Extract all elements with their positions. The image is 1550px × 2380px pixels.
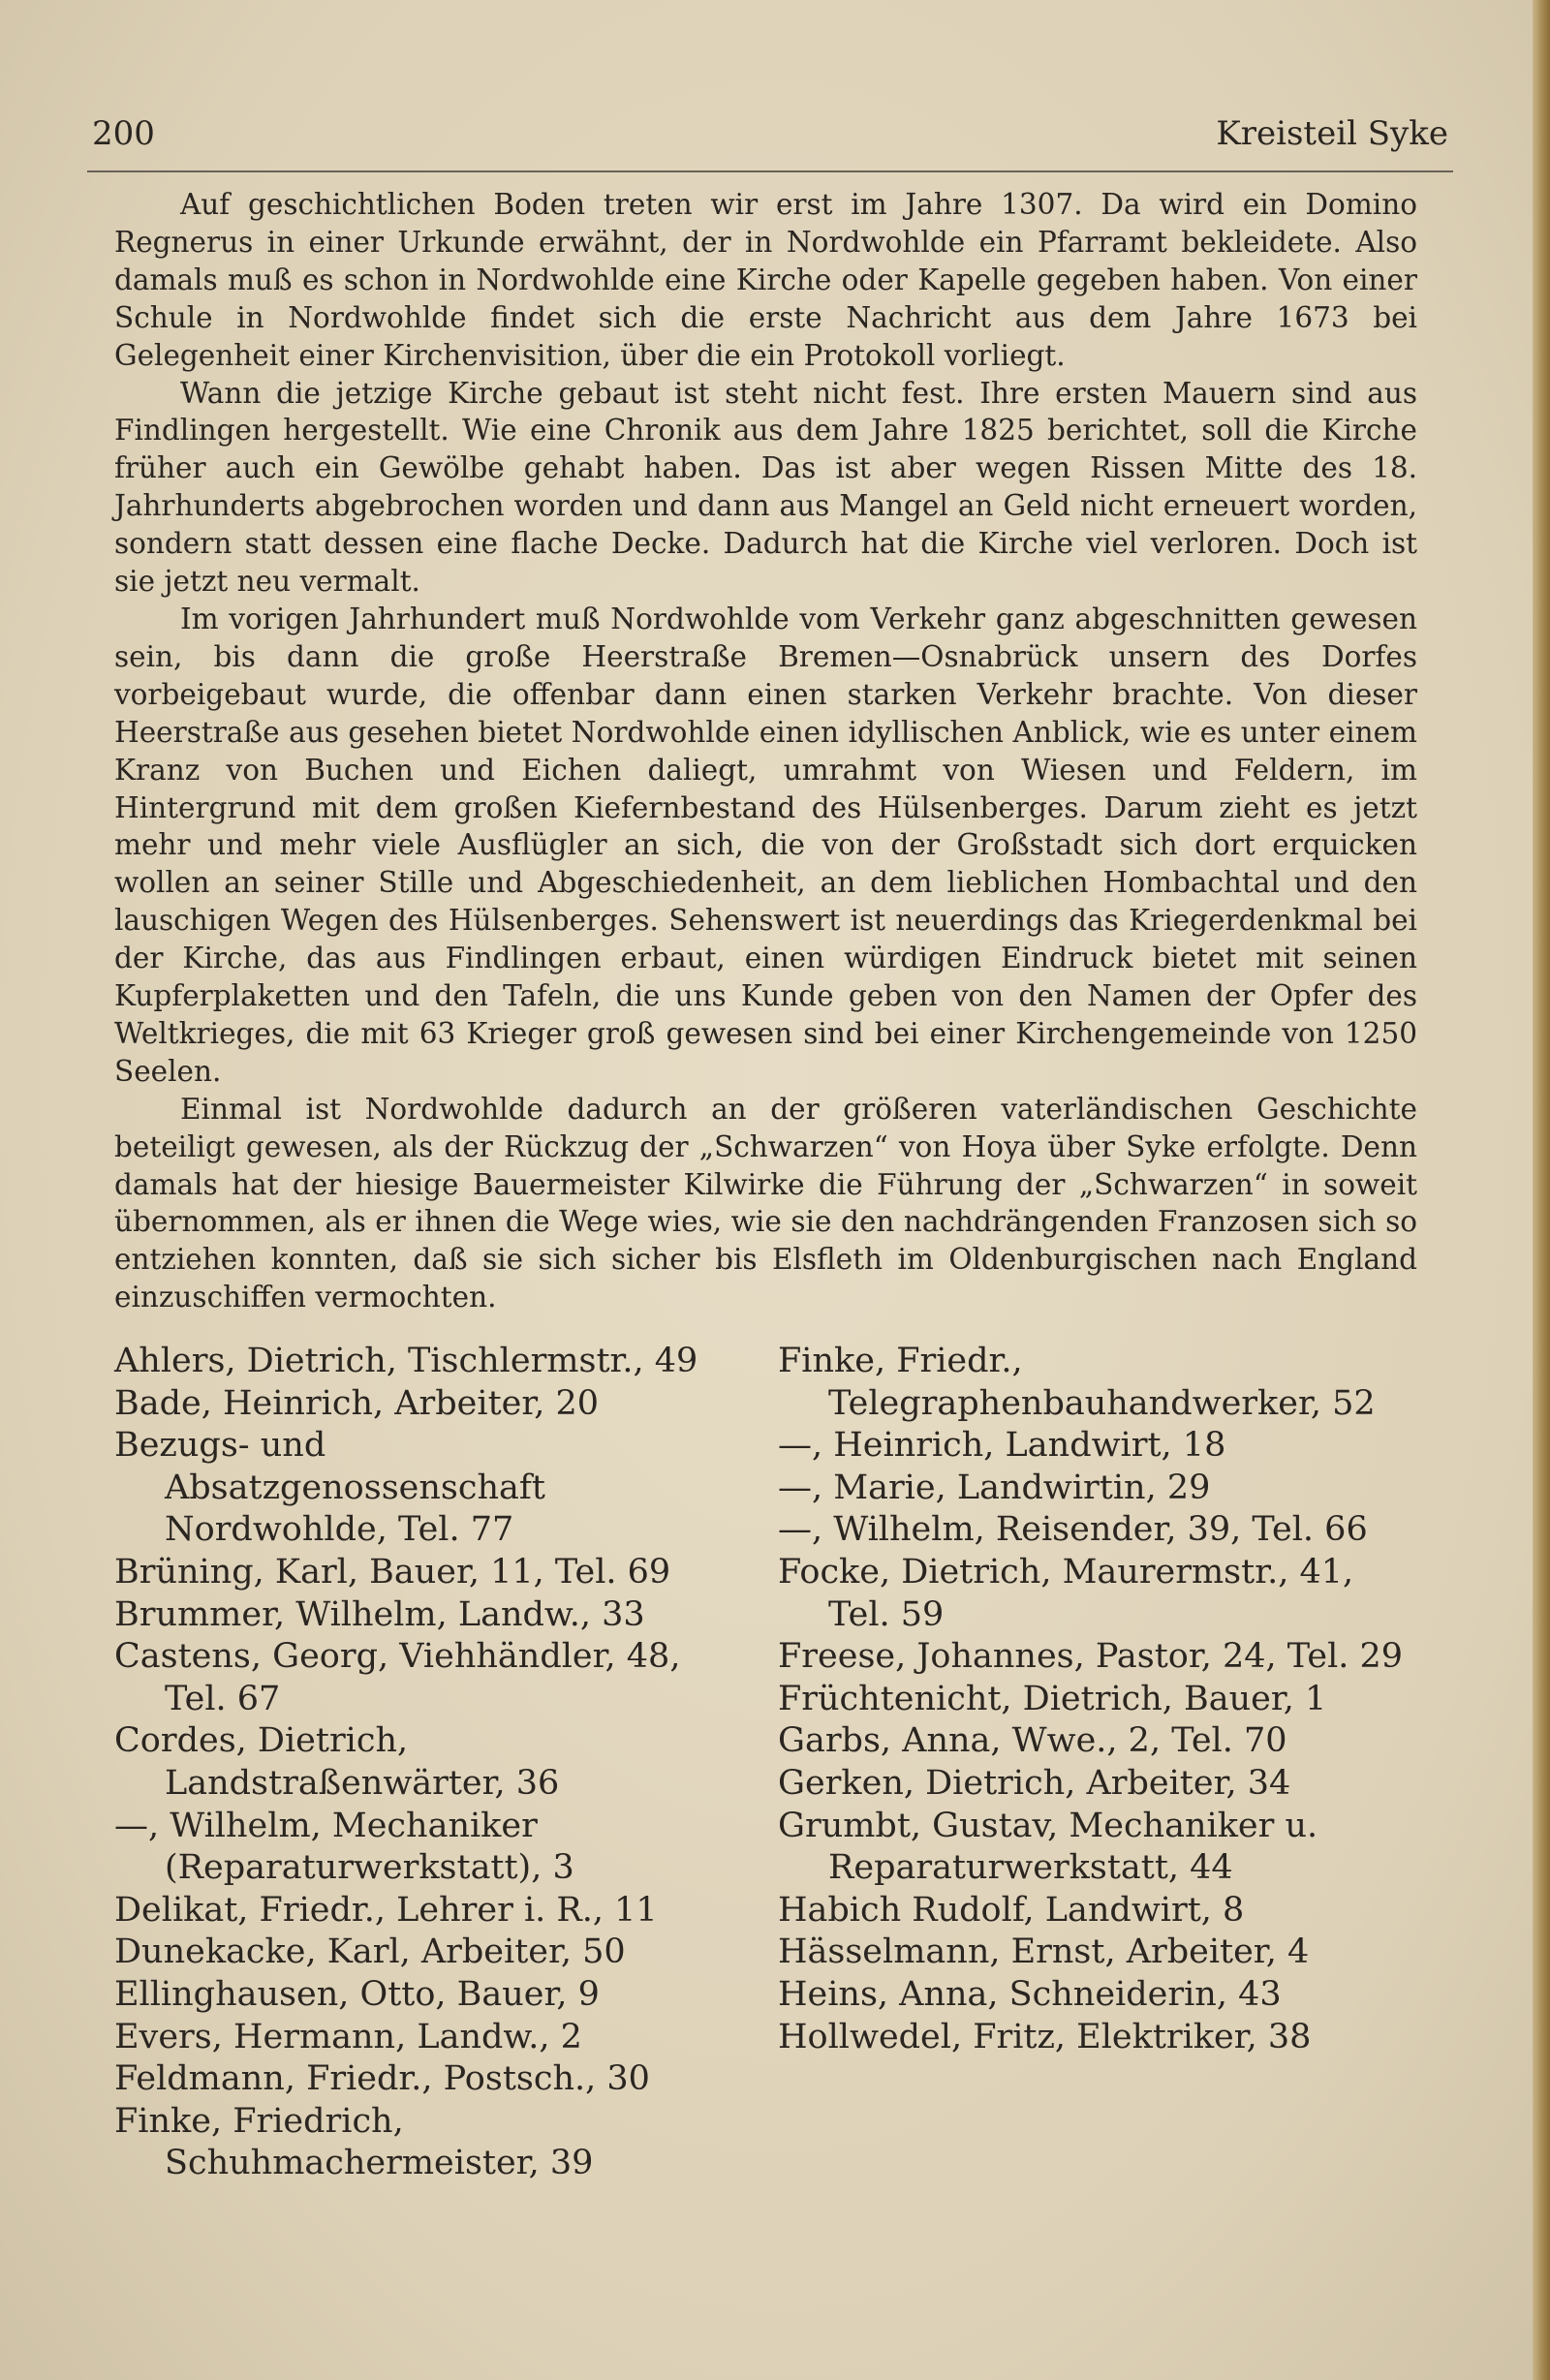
directory-entry: Grumbt, Gustav, Mechaniker u. Reparaturwerkstatt, 44: [778, 1806, 1318, 1888]
directory-entry: Brüning, Karl, Bauer, 11, Tel. 69: [114, 1552, 671, 1592]
paragraph: Im vorigen Jahrhundert muß Nordwohlde vom Verkehr ganz abgeschnitten gewesen sein, bis dann die große Heerstraße Bremen—Osnabrück unsern des Dorfes vorbeigebaut wurde, die offenbar dann einen starken Verkehr brachte. Von dieser Heerstraße aus gesehen bietet Nordwohlde einen idyllischen Anblick, wie es unter einem Kranz von Buchen und Eichen daliegt, umrahmt von Wiesen und Feldern, im Hintergrund mit dem großen Kiefernbestand des Hülsenberges. Darum zieht es jetzt mehr und mehr viele Ausflügler an sich, die von der Großstadt sich dort erquicken wollen an seiner Stille und Abgeschiedenheit, an dem lieblichen Hombachtal und den lauschigen Wegen des Hülsenberges. Sehenswert ist neuerdings das Kriegerdenkmal bei der Kirche, das aus Findlingen erbaut, einen würdigen Eindruck bietet mit seinen Kupferplaketten und den Tafeln, die uns Kunde geben von den Namen der Opfer des Weltkrieges, die mit 63 Krieger groß gewesen sind bei einer Kirchengemeinde von 1250 Seelen.: [114, 602, 1417, 1088]
directory-entry: Feldmann, Friedr., Postsch., 30: [114, 2059, 650, 2099]
header-rule: [87, 170, 1453, 172]
directory-entry: Gerken, Dietrich, Arbeiter, 34: [778, 1763, 1291, 1803]
body-text: [114, 186, 1417, 1316]
directory-entry: Bade, Heinrich, Arbeiter, 20: [114, 1383, 600, 1423]
directory-entry: Heins, Anna, Schneiderin, 43: [778, 1974, 1282, 2014]
running-head: Kreisteil Syke: [1216, 114, 1448, 153]
directory-entry: Früchtenicht, Dietrich, Bauer, 1: [778, 1679, 1327, 1718]
directory-entry: Brummer, Wilhelm, Landw., 33: [114, 1594, 645, 1634]
directory-entry: —, Heinrich, Landwirt, 18: [778, 1426, 1226, 1466]
paragraph: Auf geschichtlichen Boden treten wir erst im Jahre 1307. Da wird ein Domino Regnerus in einer Urkunde erwähnt, der in Nordwohlde ein Pfarramt bekleidete. Also damals muß es schon in Nordwohlde eine Kirche oder Kapelle gegeben haben. Von einer Schule in Nordwohlde findet sich die erste Nachricht aus dem Jahre 1673 bei Gelegenheit einer Kirchenvisition, über die ein Protokoll vorliegt.: [114, 188, 1417, 372]
page-number: 200: [92, 114, 155, 153]
directory-entry: Ahlers, Dietrich, Tischlermstr., 49: [114, 1342, 698, 1380]
directory-entry: Ellinghausen, Otto, Bauer, 9: [114, 1974, 600, 2014]
directory-entry: Hässelmann, Ernst, Arbeiter, 4: [778, 1932, 1310, 1972]
paragraph: Wann die jetzige Kirche gebaut ist steht nicht fest. Ihre ersten Mauern sind aus Findlingen hergestellt. Wie eine Chronik aus dem Jahre 1825 berichtet, soll die Kirche früher auch ein Gewölbe gehabt haben. Das ist aber wegen Rissen Mitte des 18. Jahrhunderts abgebrochen worden und dann aus Mangel an Geld nicht erneuert worden, sondern statt dessen eine flache Decke. Dadurch hat die Kirche viel verloren. Doch ist sie jetzt neu vermalt.: [114, 376, 1417, 599]
directory-entry: Hollwedel, Fritz, Elektriker, 38: [778, 2017, 1312, 2056]
directory-entry: Garbs, Anna, Wwe., 2, Tel. 70: [778, 1721, 1287, 1761]
directory-entry: —, Marie, Landwirtin, 29: [778, 1468, 1211, 1507]
directory-entry: Freese, Johannes, Pastor, 24, Tel. 29: [778, 1637, 1404, 1677]
directory-entry: —, Wilhelm, Mechaniker (Reparaturwerkstatt), 3: [114, 1806, 574, 1888]
directory-entry: Focke, Dietrich, Maurermstr., 41, Tel. 59: [778, 1552, 1354, 1634]
directory-column-left: [114, 1341, 715, 2185]
paragraph: Einmal ist Nordwohlde dadurch an der größeren vaterländischen Geschichte beteiligt gewesen, als der Rückzug der „Schwarzen“ von Hoya über Syke erfolgte. Denn damals hat der hiesige Bauermeister Kilwirke die Führung der „Schwarzen“ in soweit übernommen, als er ihnen die Wege wies, wie sie den nachdrängenden Franzosen sich so entziehen konnten, daß sie sich sicher bis Elsfleth im Oldenburgischen nach England einzuschiffen vermochten.: [114, 1092, 1417, 1314]
directory-entry: Dunekacke, Karl, Arbeiter, 50: [114, 1932, 626, 1972]
directory-entry: Finke, Friedrich, Schuhmachermeister, 39: [114, 2101, 594, 2183]
directory-entry: Evers, Hermann, Landw., 2: [114, 2017, 582, 2056]
page-spine-edge: [1533, 0, 1550, 2380]
page-header: [92, 114, 1448, 163]
directory-column-right: [778, 1341, 1422, 2058]
directory-entry: —, Wilhelm, Reisender, 39, Tel. 66: [778, 1510, 1368, 1550]
directory-entry: Castens, Georg, Viehhändler, 48, Tel. 67: [114, 1637, 681, 1718]
directory-entry: Delikat, Friedr., Lehrer i. R., 11: [114, 1890, 658, 1930]
directory-entry: Finke, Friedr., Telegraphenbauhandwerker, 52: [778, 1342, 1376, 1423]
directory-entry: Cordes, Dietrich, Landstraßenwärter, 36: [114, 1721, 560, 1803]
directory-entry: Bezugs- und Absatzgenossenschaft Nordwohlde, Tel. 77: [114, 1426, 545, 1550]
directory-entry: Habich Rudolf, Landwirt, 8: [778, 1890, 1245, 1930]
directory-listing: [114, 1341, 1422, 2309]
